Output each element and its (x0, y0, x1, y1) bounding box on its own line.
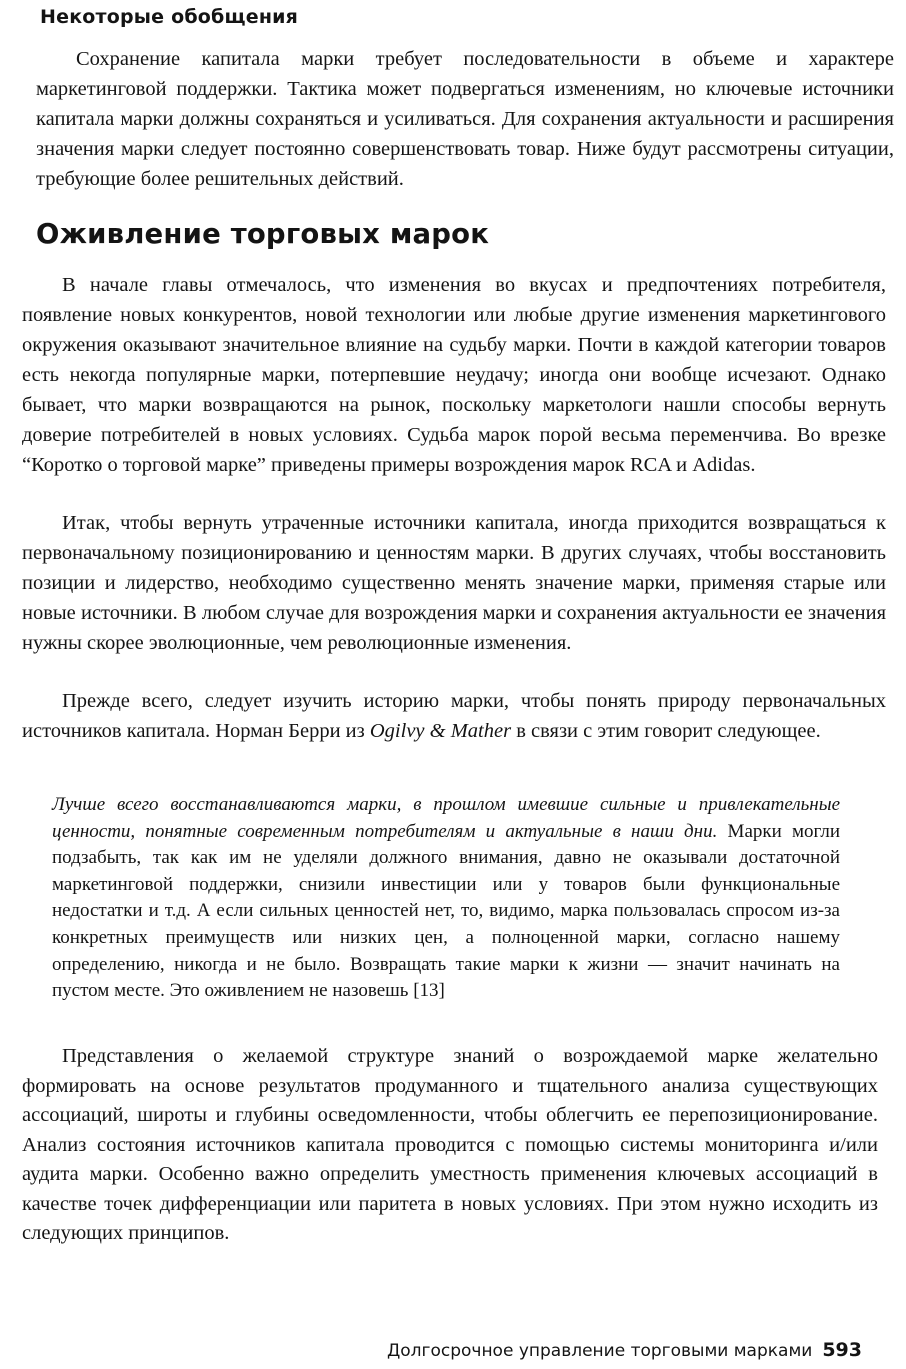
page-footer (387, 1339, 862, 1361)
paragraph-revival-history (22, 686, 886, 746)
block-quote (52, 792, 840, 1005)
paragraph-text: Прежде всего, следует изучить историю марки, чтобы понять природу первоначальных источников капитала. Норман Берри из (22, 690, 886, 742)
paragraph-text: в связи с этим говорит следующее. (511, 720, 821, 742)
paragraph-revival-intro: В начале главы отмечалось, что изменения во вкусах и предпочтениях потребителя, появление новых конкурентов, новой технологии или любые другие изменения маркетингового окружения оказывают значительное влияние на судьбу марки. Почти в каждой категории товаров есть некогда популярные марки, потерпевшие неудачу; иногда они вообще исчезают. Однако бывает, что марки возвращаются на рынок, поскольку маркетологи нашли способы вернуть доверие потребителей в новых условиях. Судьба марок порой весьма переменчива. Во врезке “Коротко о торговой марке” приведены примеры возрождения марок RCA и Adidas. (22, 274, 886, 476)
paragraph-knowledge-structure: Представления о желаемой структуре знаний о возрождаемой марке желательно формировать на основе результатов продуманного и тщательного анализа существующих ассоциаций, широты и глубины осведомленности, чтобы облегчить ее перепозиционирование. Анализ состояния источников капитала проводится с помощью системы мониторинга и/или аудита марки. Особенно важно определить уместность применения ключевых ассоциаций в качестве точек дифференциации или паритета в новых условиях. При этом нужно исходить из следующих принципов. (22, 1045, 878, 1244)
agency-name: Ogilvy & Mather (369, 720, 512, 742)
section-heading: Оживление торговых марок (36, 218, 490, 250)
section-subheading: Некоторые обобщения (40, 6, 299, 28)
quote-text: Марки могли подзабыть, так как им не уделяли должного внимания, давно не оказывали достаточной маркетинговой поддержки, снизили инвестиции или у товаров были функциональные недостатки и т.д. А если сильных ценностей нет, то, видимо, марка пользовалась спросом из-за конкретных преимуществ или низких цен, а полноценной марки, согласно нашему определению, никогда и не было. Возвращать такие марки к жизни — значит начинать на пустом месте. Это оживлением не назовешь [13] (52, 820, 840, 1002)
paragraph-generalizations: Сохранение капитала марки требует последовательности в объеме и характере маркетинговой поддержки. Тактика может подвергаться изменениям, но ключевые источники капитала марки должны сохраняться и усиливаться. Для сохранения актуальности и расширения значения марки следует постоянно совершенствовать товар. Ниже будут рассмотрены ситуации, требующие более решительных действий. (36, 48, 894, 190)
paragraph-revival-sources: Итак, чтобы вернуть утраченные источники капитала, иногда приходится возвращаться к первоначальному позиционированию и ценностям марки. В других случаях, чтобы восстановить позиции и лидерство, необходимо существенно менять значение марки, применяя старые или новые источники. В любом случае для возрождения марки и сохранения актуальности ее значения нужны скорее эволюционные, чем революционные изменения. (22, 512, 886, 654)
quote-italic: Лучше всего восстанавливаются марки, в прошлом имевшие сильные и привлекательные ценности, понятные современным потребителям и актуальные в наши дни. (52, 794, 840, 842)
running-title: Долгосрочное управление торговыми марками (386, 1341, 813, 1361)
page-number: 593 (822, 1339, 862, 1361)
